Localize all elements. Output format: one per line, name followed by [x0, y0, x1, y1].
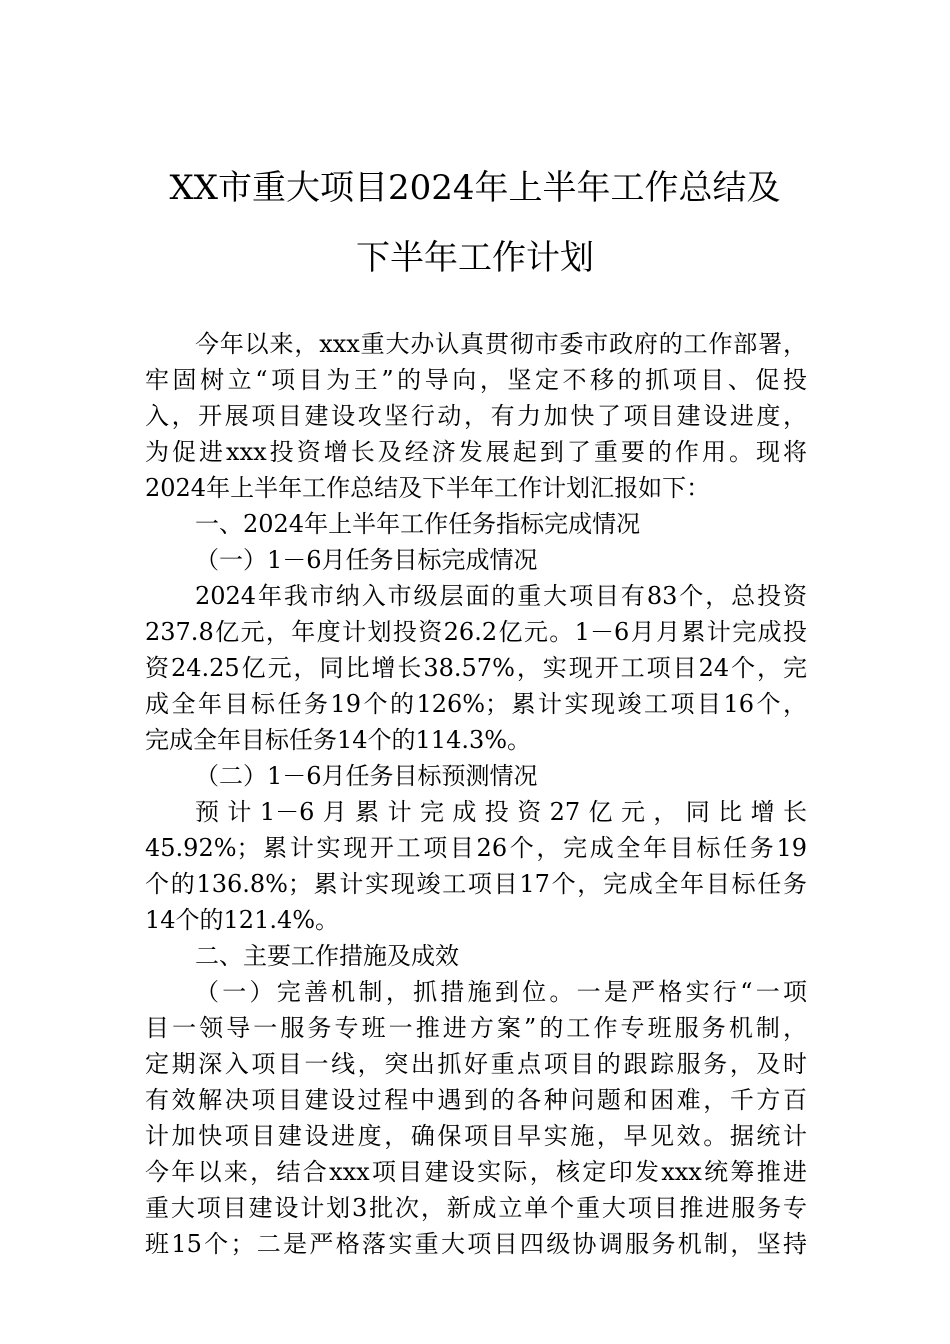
- paragraph-line: 14个的121.4%。: [145, 906, 340, 934]
- paragraph-line: 今年以来，结合xxx项目建设实际，核定印发xxx统筹推进: [145, 1158, 807, 1186]
- paragraph-line: 今年以来，xxx重大办认真贯彻市委市政府的工作部署，: [195, 330, 807, 358]
- section-heading: 二、主要工作措施及成效: [195, 942, 459, 970]
- paragraph-line: 资24.25亿元，同比增长38.57%，实现开工项目24个，完: [145, 654, 807, 682]
- paragraph-line: 班15个；二是严格落实重大项目四级协调服务机制，坚持: [145, 1230, 807, 1258]
- document-body: [145, 326, 807, 1262]
- paragraph-line: 牢固树立“项目为王”的导向，坚定不移的抓项目、促投: [145, 366, 807, 394]
- section-heading: 一、2024年上半年工作任务指标完成情况: [195, 510, 641, 538]
- paragraph-line: 有效解决项目建设过程中遇到的各种问题和困难，千方百: [145, 1086, 807, 1114]
- paragraph-line: 目一领导一服务专班一推进方案”的工作专班服务机制，: [145, 1014, 807, 1042]
- paragraph-line: 入，开展项目建设攻坚行动，有力加快了项目建设进度，: [145, 402, 807, 430]
- paragraph-line: 2024年我市纳入市级层面的重大项目有83个，总投资: [195, 582, 807, 610]
- paragraph-line: 45.92%；累计实现开工项目26个，完成全年目标任务19: [145, 834, 807, 862]
- subsection-heading: （一）1－6月任务目标完成情况: [195, 546, 538, 574]
- paragraph-line: 2024年上半年工作总结及下半年工作计划汇报如下：: [145, 474, 711, 502]
- document-title-line-1: XX市重大项目2024年上半年工作总结及: [169, 168, 781, 208]
- paragraph-line: 成全年目标任务19个的126%；累计实现竣工项目16个，: [145, 690, 807, 718]
- paragraph-line: 237.8亿元，年度计划投资26.2亿元。1－6月月累计完成投: [145, 618, 807, 646]
- document-title-line-2: 下半年工作计划: [356, 238, 594, 278]
- paragraph-line: 个的136.8%；累计实现竣工项目17个，完成全年目标任务: [145, 870, 807, 898]
- paragraph-line: 定期深入项目一线，突出抓好重点项目的跟踪服务，及时: [145, 1050, 807, 1078]
- paragraph-line: 预计1－6月累计完成投资27亿元，同比增长: [195, 798, 807, 826]
- paragraph-line: 完成全年目标任务14个的114.3%。: [145, 726, 532, 754]
- subsection-heading: （二）1－6月任务目标预测情况: [195, 762, 538, 790]
- paragraph-line: 重大项目建设计划3批次，新成立单个重大项目推进服务专: [145, 1194, 807, 1222]
- paragraph-line: 为促进xxx投资增长及经济发展起到了重要的作用。现将: [145, 438, 807, 466]
- paragraph-line: 计加快项目建设进度，确保项目早实施，早见效。据统计: [145, 1122, 807, 1150]
- paragraph-line: （一）完善机制，抓措施到位。一是严格实行“一项: [195, 978, 807, 1006]
